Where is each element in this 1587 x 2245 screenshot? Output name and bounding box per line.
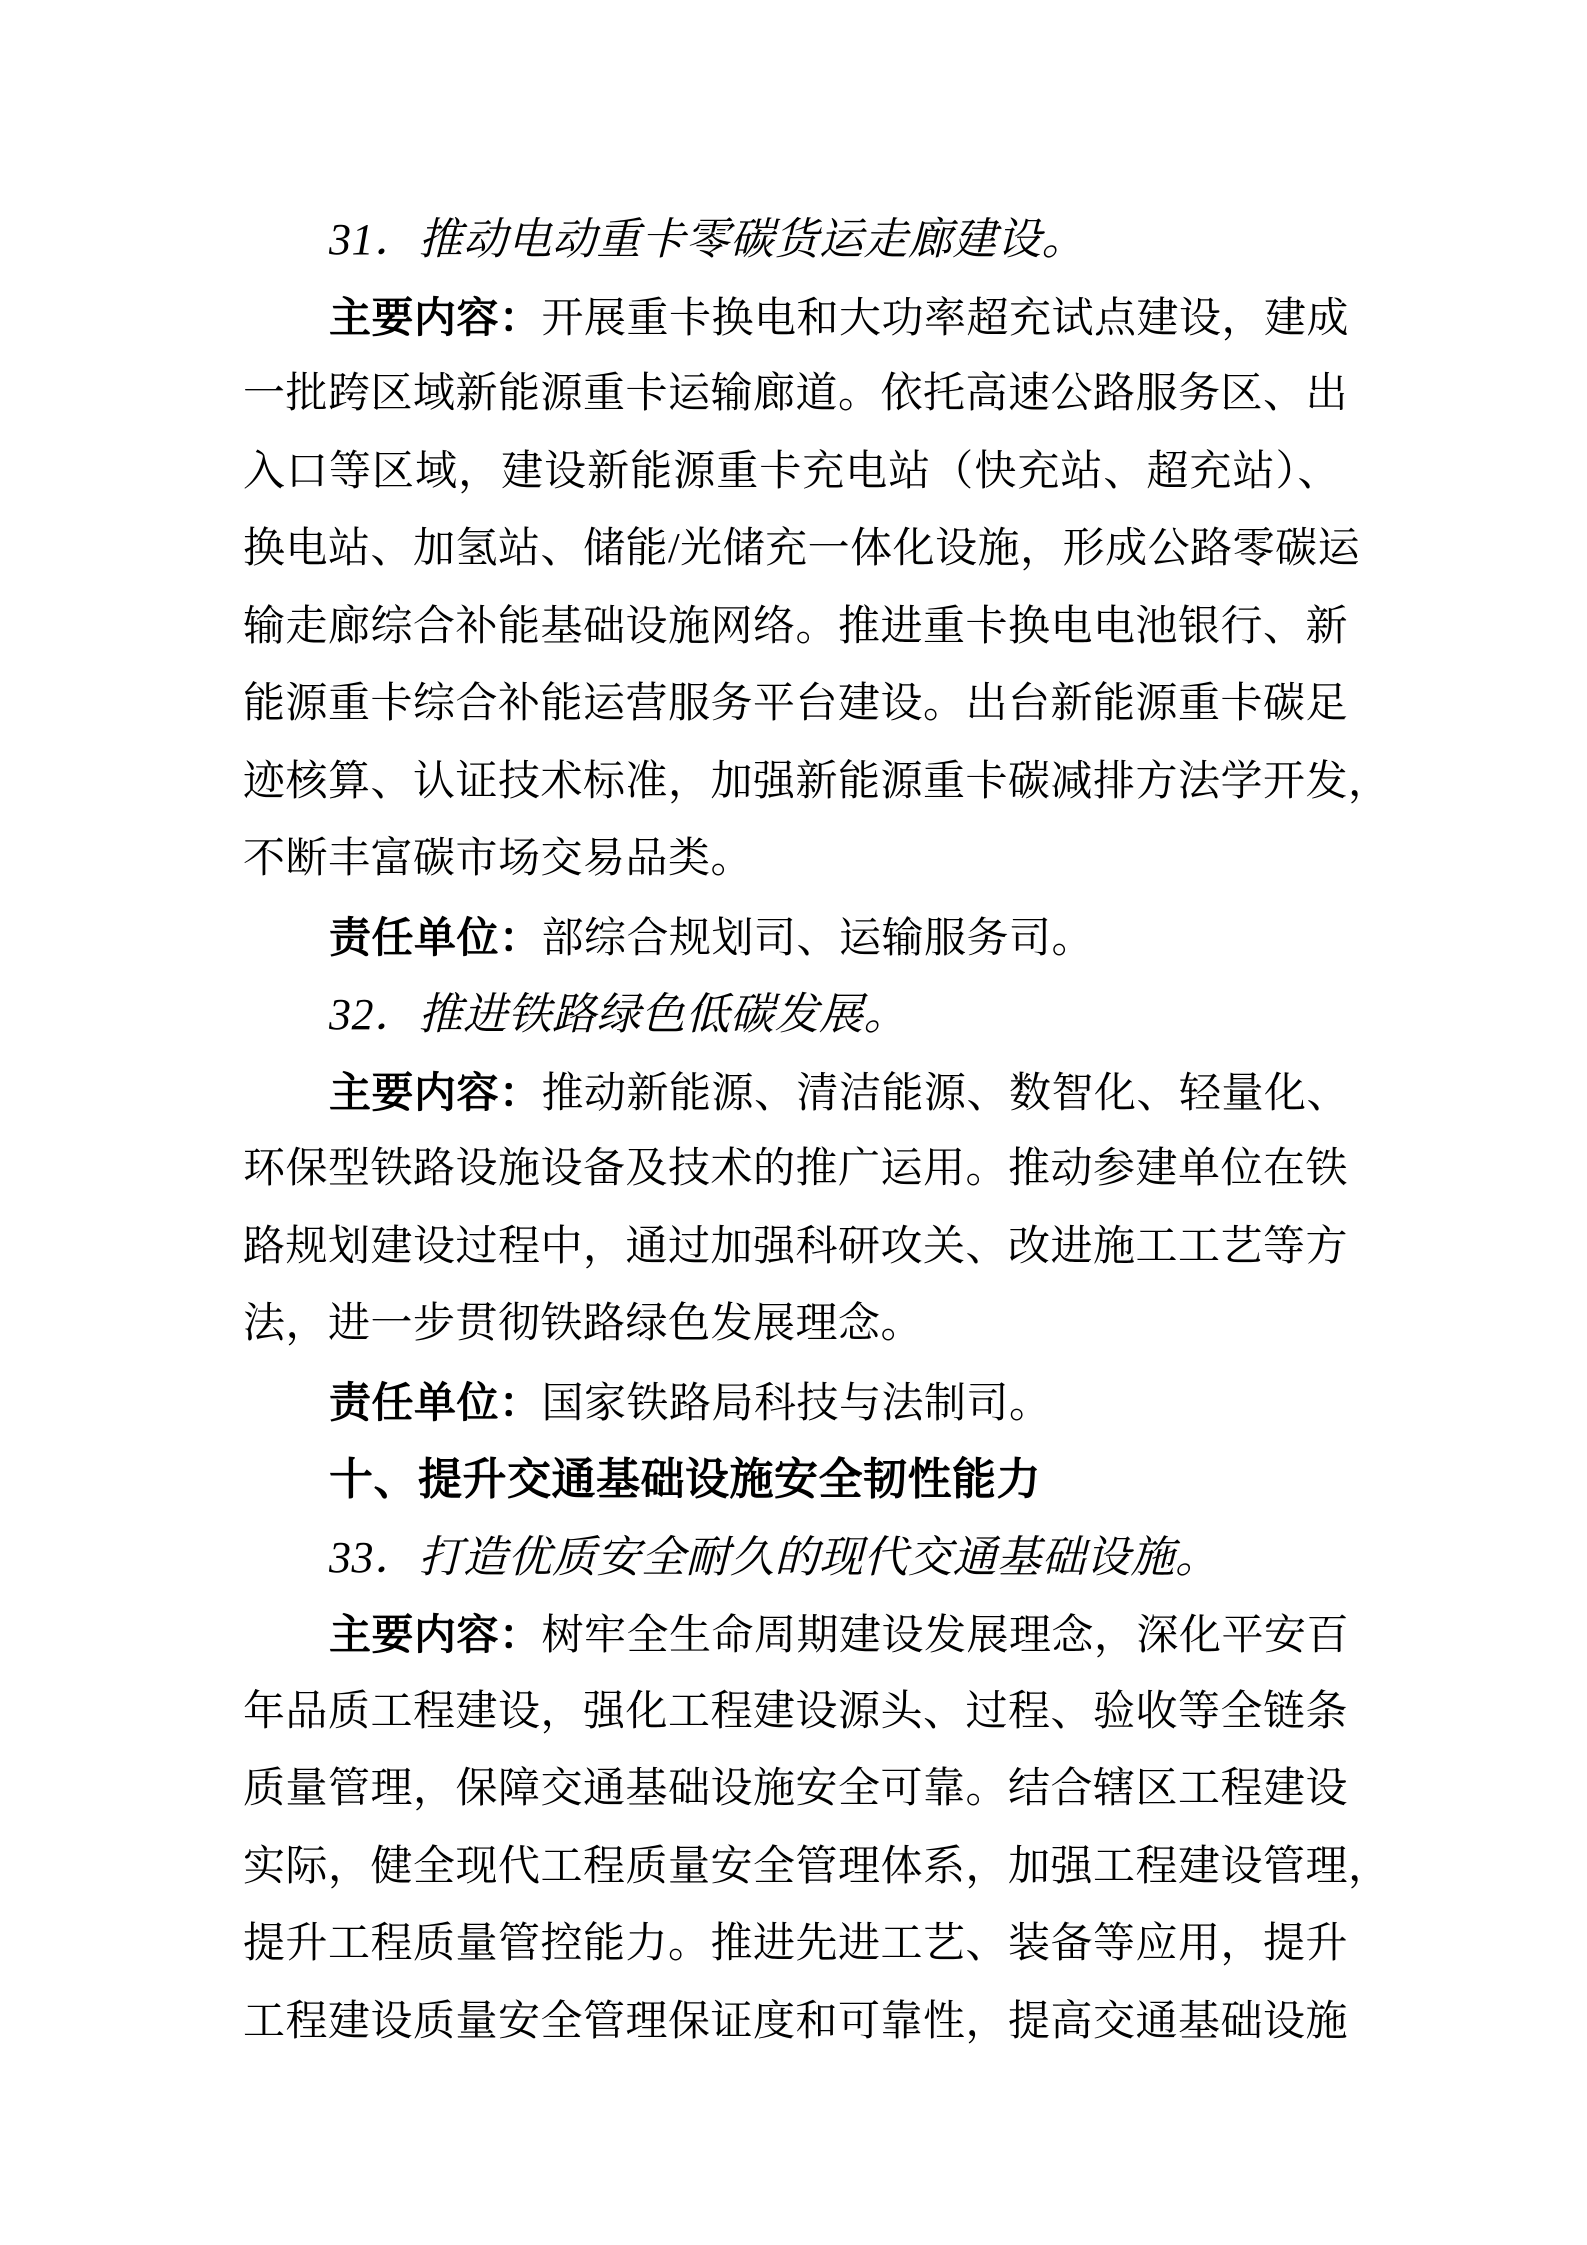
item-32-content-line: 路规划建设过程中，通过加强科研攻关、改进施工工艺等方 bbox=[243, 1223, 1349, 1270]
item-32-responsible-unit bbox=[243, 1364, 1340, 1442]
item-33-heading: 33．打造优质安全耐久的现代交通基础设施。 bbox=[329, 1532, 1220, 1582]
item-31-content-line: 迹核算、认证技术标准，加强新能源重卡碳减排方法学开发， bbox=[243, 758, 1391, 805]
item-31-content-line: 换电站、加氢站、储能/光储充一体化设施，形成公路零碳运 bbox=[243, 526, 1361, 572]
item-33-content-line: 质量管理，保障交通基础设施安全可靠。结合辖区工程建设 bbox=[243, 1766, 1349, 1812]
item-33-content-line: 提升工程质量管控能力。推进先进工艺、装备等应用，提升 bbox=[243, 1921, 1349, 1967]
item-33-content-line: 实际，健全现代工程质量安全管理体系，加强工程建设管理， bbox=[243, 1843, 1391, 1890]
field-label: 主要内容： bbox=[329, 1611, 542, 1658]
item-31-heading: 31．推动电动重卡零碳货运走廊建设。 bbox=[329, 215, 1086, 264]
line-text: 国家铁路局科技与法制司。 bbox=[541, 1380, 1052, 1427]
item-31-responsible-unit bbox=[243, 899, 1340, 977]
item-32-content-line: 法，进一步贯彻铁路绿色发展理念。 bbox=[243, 1301, 924, 1347]
item-31-content-line: 能源重卡综合补能运营服务平台建设。出台新能源重卡碳足 bbox=[243, 681, 1349, 727]
item-31-content-line: 输走廊综合补能基础设施网络。推进重卡换电电池银行、新 bbox=[243, 603, 1349, 650]
item-31-content-line bbox=[243, 279, 1350, 357]
item-31-content-line: 一批跨区域新能源重卡运输廊道。依托高速公路服务区、出 bbox=[243, 371, 1349, 417]
section-10-heading: 十、提升交通基础设施安全韧性能力 bbox=[329, 1455, 1041, 1504]
item-31-content-line: 入口等区域，建设新能源重卡充电站（快充站、超充站）、 bbox=[243, 448, 1340, 495]
field-label: 责任单位： bbox=[329, 1378, 542, 1426]
item-32-content-line: 环保型铁路设施设备及技术的推广运用。推动参建单位在铁 bbox=[243, 1146, 1349, 1192]
item-32-heading: 32．推进铁路绿色低碳发展。 bbox=[329, 990, 908, 1039]
line-text: 推动新能源、清洁能源、数智化、轻量化、 bbox=[541, 1070, 1350, 1117]
field-label: 主要内容： bbox=[329, 1068, 542, 1116]
item-33-content-line bbox=[243, 1596, 1350, 1674]
document-body bbox=[243, 201, 1391, 2061]
line-text: 部综合规划司、运输服务司。 bbox=[541, 915, 1095, 962]
line-text: 开展重卡换电和大功率超充试点建设，建成 bbox=[541, 295, 1350, 342]
field-label: 主要内容： bbox=[329, 293, 542, 341]
line-text: 树牢全生命周期建设发展理念，深化平安百 bbox=[541, 1613, 1350, 1659]
item-32-content-line bbox=[243, 1054, 1350, 1132]
item-31-content-line: 不断丰富碳市场交易品类。 bbox=[243, 836, 754, 882]
item-33-content-line: 年品质工程建设，强化工程建设源头、过程、验收等全链条 bbox=[243, 1688, 1349, 1735]
field-label: 责任单位： bbox=[329, 913, 542, 961]
item-33-content-line: 工程建设质量安全管理保证度和可靠性，提高交通基础设施 bbox=[243, 1998, 1349, 2045]
